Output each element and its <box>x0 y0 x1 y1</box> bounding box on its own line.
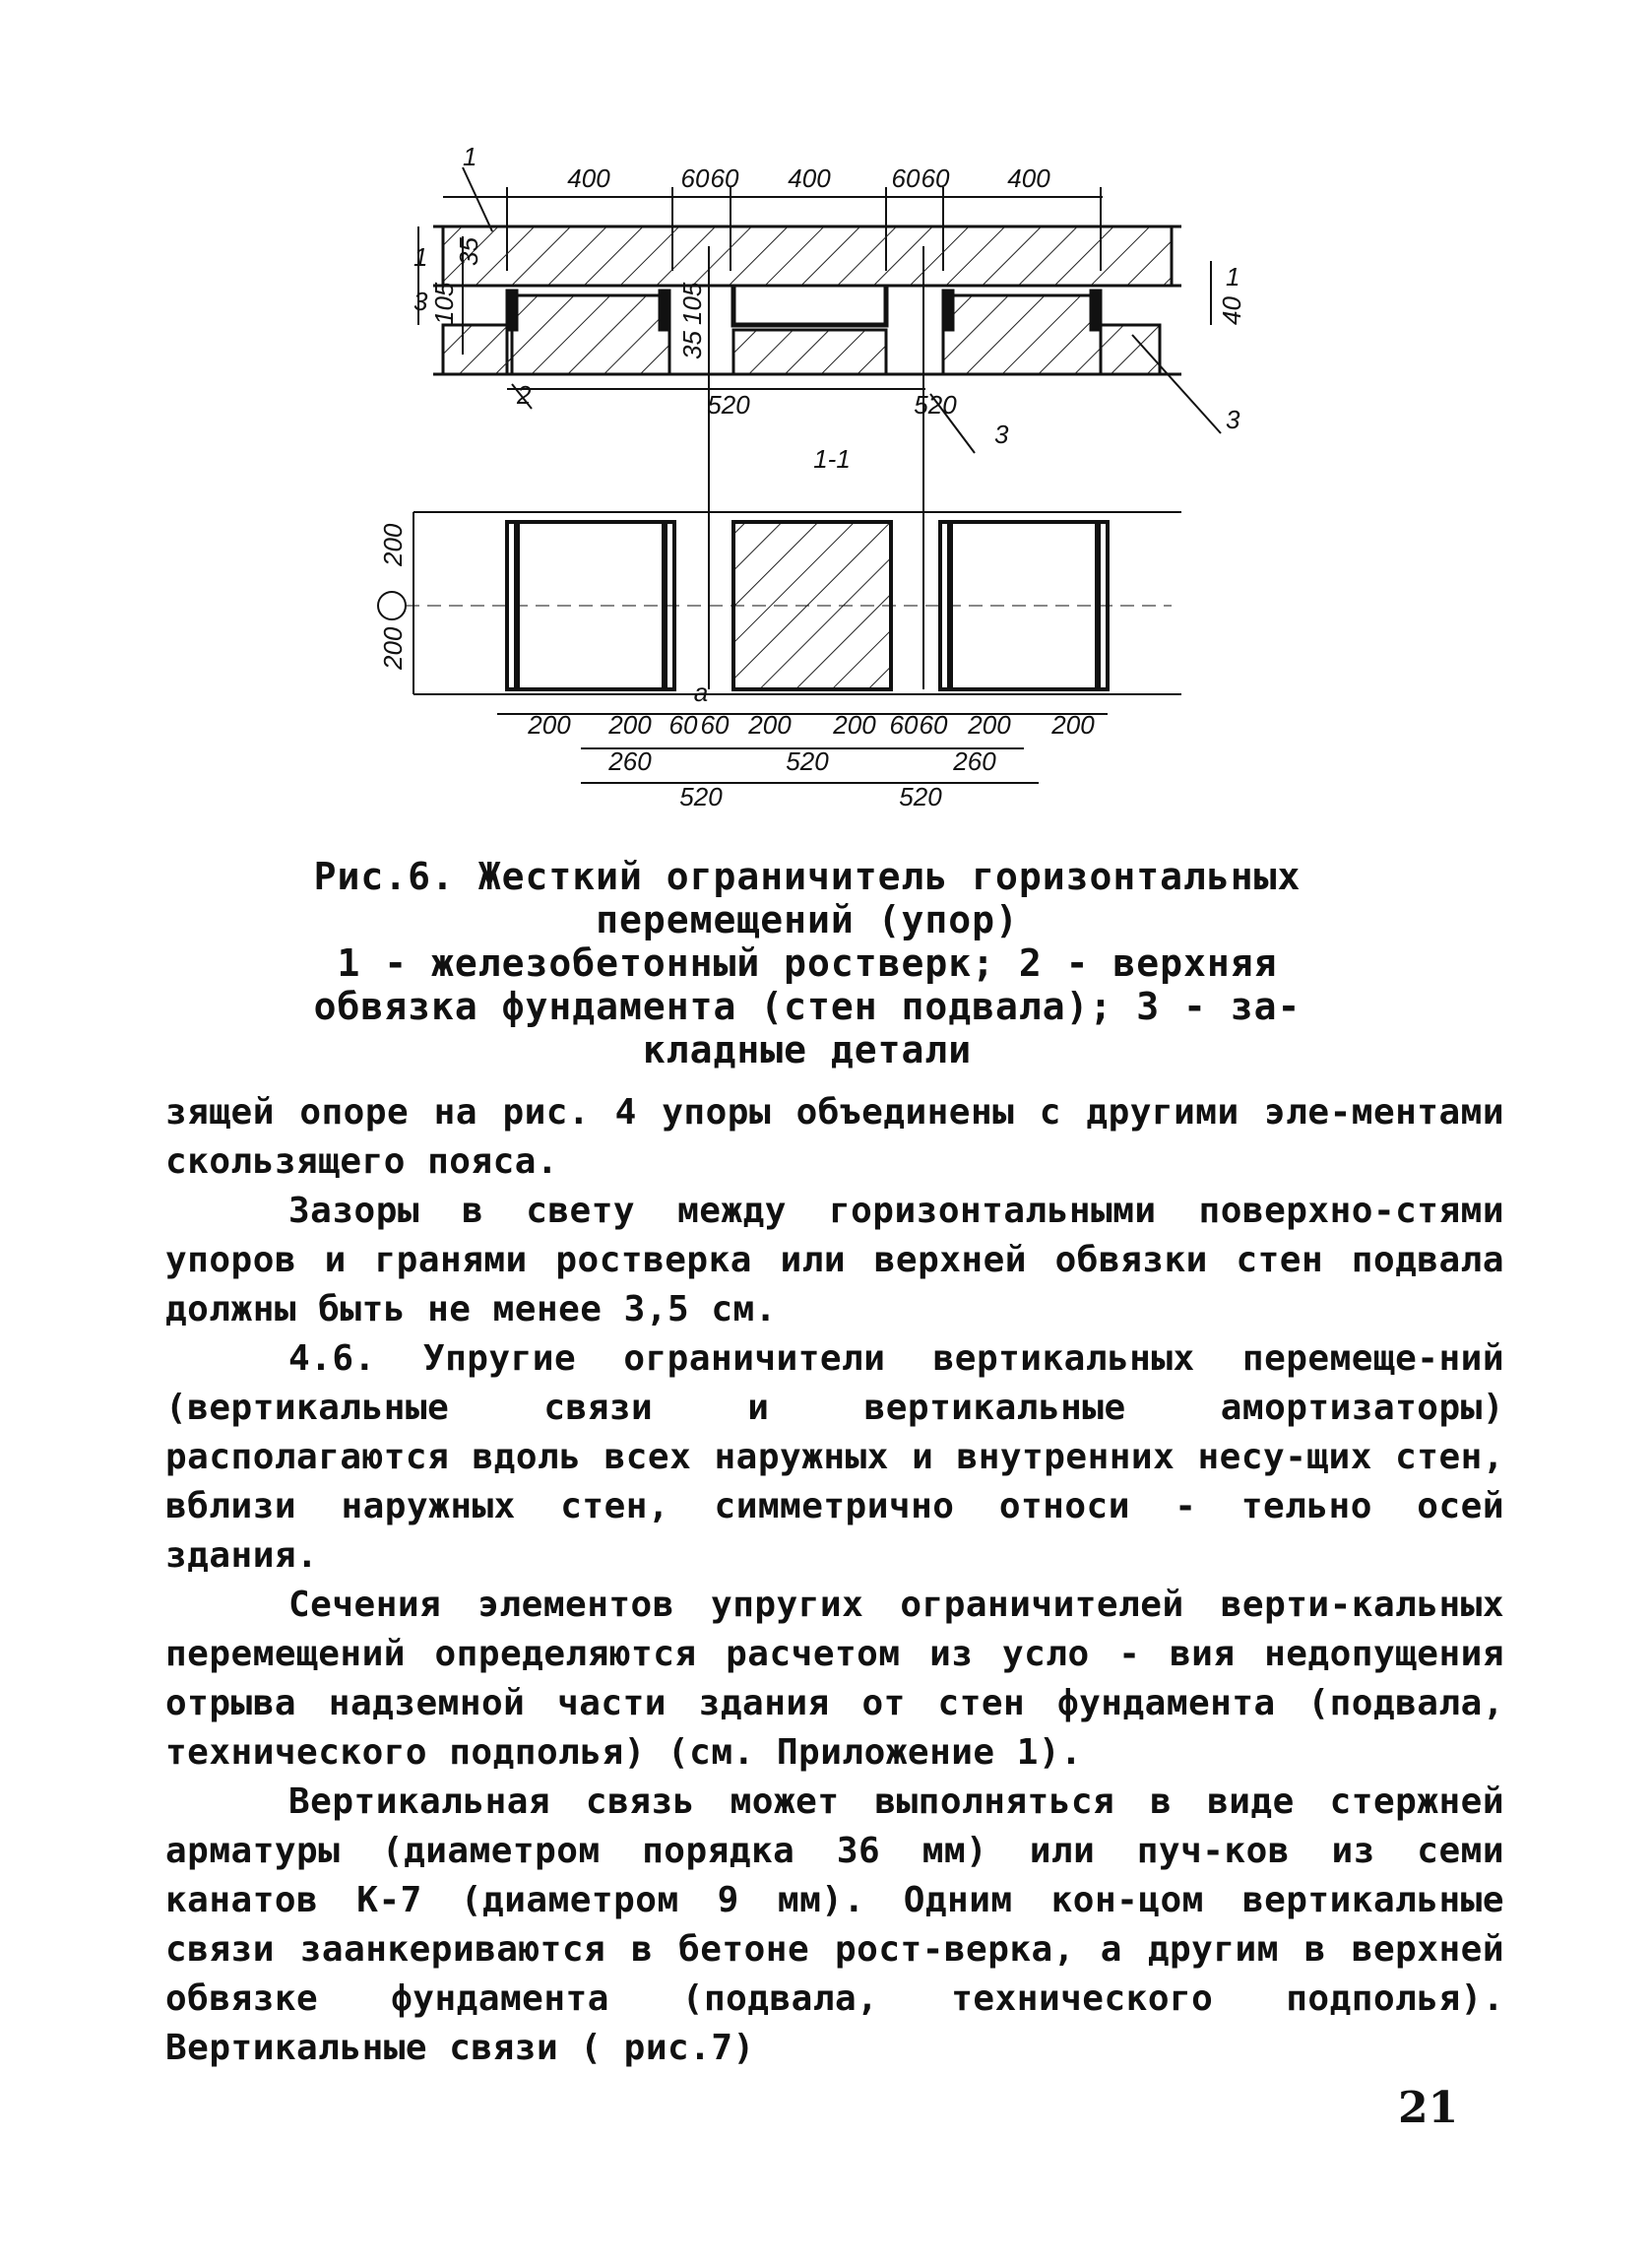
section-label: 1-1 <box>813 444 851 474</box>
dim-plan-mid: 260 <box>953 746 996 776</box>
dim-vertical: 40 <box>1217 296 1246 325</box>
dim-top: 400 <box>1007 163 1050 193</box>
dim-plan-bottom2: 520 <box>679 782 723 811</box>
paragraph: Сечения элементов упругих ограничителей верти-кальных перемещений определяются расчетом из усло - вия недопущения отрыва надземной части здания от стен фундамента (подвала, технического подполья) (см. Приложение 1). <box>165 1585 1504 1773</box>
leader-label: 1 <box>463 142 477 171</box>
page-number: 21 <box>1398 2083 1459 2133</box>
leader-label: 3 <box>994 420 1009 449</box>
dim-plan-bottom: 200 <box>528 710 571 740</box>
axis-label: a <box>693 678 709 707</box>
body-text <box>165 1088 1504 2073</box>
dim-plan-bottom: 200 <box>833 710 876 740</box>
dim-plan-bottom: 60 <box>700 710 730 740</box>
paragraph: Вертикальная связь может выполняться в виде стержней арматуры (диаметром порядка 36 мм) или пуч-ков из семи канатов К-7 (диаметром 9 мм). Одним кон-цом вертикальные связи заанкериваются в бетоне рост-верка, а другим в верхней обвязке фундамента (подвала, технического подполья). Вертикальные связи ( рис.7) <box>165 1782 1504 2068</box>
dim-vertical: 105 <box>677 282 707 325</box>
figure-caption-title: Рис.6. Жесткий ограничитель горизонтальных <box>313 855 1302 898</box>
dim-plan-bottom: 60 <box>919 710 948 740</box>
dim-plan-bottom: 200 <box>748 710 792 740</box>
dim-mid: 520 <box>914 390 957 420</box>
figure-caption-legend: 1 - железобетонный ростверк; 2 - верхняя <box>337 941 1278 985</box>
plan-view <box>378 512 1181 783</box>
dim-vertical: 35 <box>677 331 707 359</box>
paragraph: зящей опоре на рис. 4 упоры объединены с другими эле-ментами скользящего пояса. <box>165 1092 1504 1182</box>
dim-vertical: 35 <box>454 237 483 266</box>
dim-plan-mid: 520 <box>786 746 829 776</box>
paragraph: Зазоры в свету между горизонтальными поверхно-стями упоров и гранями ростверка или верхней обвязки стен подвала должны быть не менее 3,5 см. <box>165 1191 1504 1329</box>
dim-plan-mid: 260 <box>608 746 652 776</box>
figure-caption-title-2: перемещений (упор) <box>596 898 1019 941</box>
dim-mid: 520 <box>707 390 750 420</box>
leader-label: 1 <box>413 242 428 272</box>
leader-label: 2 <box>517 380 532 410</box>
paragraph: 4.6. Упругие ограничители вертикальных перемеще-ний (вертикальные связи и вертикальные амортизаторы) располагаются вдоль всех наружных и внутренних несу-щих стен, вблизи наружных стен, симметрично относи - тельно осей здания. <box>165 1338 1504 1576</box>
dim-vertical: 200 <box>378 626 408 670</box>
figure-caption-legend-3: кладные детали <box>642 1028 973 1071</box>
dim-plan-bottom2: 520 <box>899 782 942 811</box>
figure-6-drawing <box>0 0 1652 867</box>
dim-top: 60 <box>710 163 739 193</box>
dim-top: 60 <box>921 163 950 193</box>
leader-label: 3 <box>1226 405 1240 434</box>
leader-label: 1 <box>1226 262 1240 292</box>
dim-plan-bottom: 60 <box>668 710 698 740</box>
dim-vertical: 105 <box>429 282 459 325</box>
dim-plan-bottom: 200 <box>608 710 652 740</box>
dim-top: 400 <box>567 163 610 193</box>
figure-caption-legend-2: обвязка фундамента (стен подвала); 3 - за- <box>313 985 1302 1028</box>
dim-plan-bottom: 200 <box>968 710 1011 740</box>
dim-plan-bottom: 60 <box>889 710 919 740</box>
dim-top: 400 <box>788 163 831 193</box>
dim-top: 60 <box>891 163 921 193</box>
dim-vertical: 200 <box>378 523 408 566</box>
dim-top: 60 <box>680 163 710 193</box>
dim-plan-bottom: 200 <box>1051 710 1095 740</box>
leader-label: 3 <box>413 287 428 316</box>
